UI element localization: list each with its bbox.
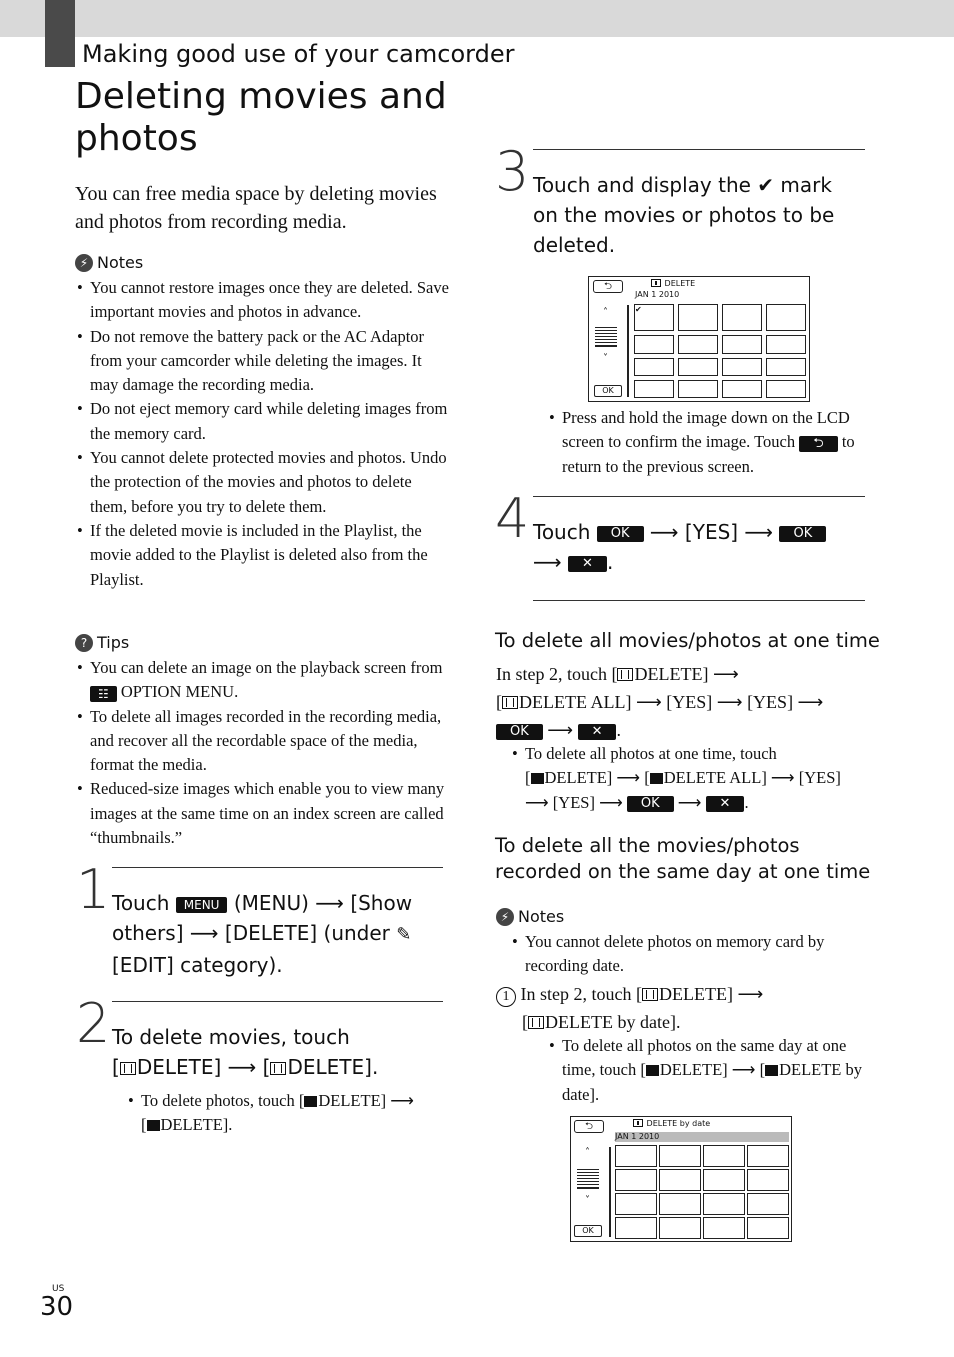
step-3-number: 3 xyxy=(495,140,530,203)
tips-icon: ? xyxy=(75,634,93,652)
scroll-up-icon[interactable]: ˄ xyxy=(603,307,608,318)
step-text: DELETE]. xyxy=(287,1055,379,1079)
thumbnail[interactable] xyxy=(747,1193,789,1215)
delete-all-bullets xyxy=(511,742,875,815)
tips-list xyxy=(76,656,452,850)
delete-by-date-step xyxy=(496,980,866,1036)
scroll-down-icon[interactable]: ˅ xyxy=(603,353,608,364)
period: . xyxy=(606,550,614,574)
page-number: 30 xyxy=(40,1292,74,1322)
page-title-line-1: Deleting movies and xyxy=(75,76,447,117)
movie-icon xyxy=(502,696,518,709)
tips-header xyxy=(75,633,129,652)
thumbnail[interactable] xyxy=(659,1145,701,1167)
thumbnail[interactable] xyxy=(678,358,718,376)
back-icon[interactable]: ⮌ xyxy=(593,280,623,293)
movie-icon xyxy=(642,988,658,1001)
bullet-item xyxy=(562,406,878,479)
heading-line: To delete all the movies/photos xyxy=(495,834,800,857)
close-button[interactable]: ✕ xyxy=(568,556,607,572)
thumbnail[interactable] xyxy=(766,335,806,353)
period: . xyxy=(744,792,749,812)
section-tab xyxy=(45,0,75,67)
note-item: • You cannot restore images once they are deleted. Save important movies and photos in advance. xyxy=(90,276,452,325)
bullet-text: Press and hold the image down on the LCD screen to confirm the image. Touch xyxy=(562,408,850,452)
back-icon[interactable]: ⮌ xyxy=(574,1120,604,1133)
notes-label: Notes xyxy=(97,253,144,272)
bullet-text: DELETE] ⟶ [ xyxy=(544,768,650,788)
notes-list xyxy=(76,276,452,592)
bullet-text: DELETE ALL] ⟶ [YES] xyxy=(663,768,841,788)
lcd-date-bar xyxy=(615,1132,789,1142)
movie-icon xyxy=(617,668,633,681)
ok-button[interactable]: OK xyxy=(779,526,826,542)
step-divider xyxy=(112,1001,443,1002)
step-circle-number: 1 xyxy=(496,987,516,1007)
step-2-bullets xyxy=(127,1089,459,1138)
menu-button[interactable]: MENU xyxy=(176,897,228,913)
thumbnail[interactable] xyxy=(747,1145,789,1167)
thumbnail[interactable] xyxy=(678,380,718,398)
step-4-text xyxy=(533,517,863,577)
bullet-text: DELETE by date]. xyxy=(562,1060,863,1104)
return-button[interactable]: ⮌ xyxy=(799,436,837,452)
para-text: DELETE ALL] ⟶ [YES] ⟶ [YES] ⟶ xyxy=(519,692,824,712)
note-item: • Do not eject memory card while deleting images from the memory card. xyxy=(90,397,452,446)
photo-icon xyxy=(147,1120,160,1131)
step-text: Touch xyxy=(533,520,591,544)
lcd-title xyxy=(651,279,695,288)
ok-button[interactable]: OK xyxy=(597,526,644,542)
thumbnail-grid xyxy=(615,1145,789,1239)
thumbnail[interactable] xyxy=(722,358,762,376)
period: . xyxy=(616,720,621,740)
thumbnail[interactable] xyxy=(722,380,762,398)
thumbnail[interactable] xyxy=(615,1169,657,1191)
para-text: ⟶ xyxy=(547,720,574,740)
tip-text: You can delete an image on the playback screen from xyxy=(90,658,443,677)
page-title-line-2: photos xyxy=(75,118,198,159)
lcd-title-text: DELETE xyxy=(664,279,696,288)
bracket: [ xyxy=(112,1055,120,1079)
bullet-text: ⟶ xyxy=(677,792,702,812)
delete-all-heading: To delete all movies/photos at one time xyxy=(495,629,880,652)
list-view-icon[interactable] xyxy=(577,1169,599,1189)
scroll-up-icon[interactable]: ˄ xyxy=(585,1147,590,1158)
photo-icon xyxy=(304,1096,317,1107)
bullet-text: DELETE] ⟶ xyxy=(318,1091,414,1110)
step-divider xyxy=(533,600,865,601)
ok-button[interactable]: OK xyxy=(496,724,543,740)
tip-item xyxy=(90,656,452,705)
scroll-down-icon[interactable]: ˅ xyxy=(585,1195,590,1206)
note-item: • You cannot delete photos on memory card by recording date. xyxy=(525,930,875,979)
tip-text: OPTION MENU. xyxy=(120,682,239,702)
step-divider xyxy=(112,867,443,868)
thumbnail[interactable] xyxy=(659,1217,701,1239)
bullet-item xyxy=(525,742,875,815)
tip-item: • To delete all images recorded in the recording media, and recover all the recordable space of the media, format the media. xyxy=(90,705,452,778)
thumbnail[interactable] xyxy=(634,380,674,398)
para-text: DELETE by date]. xyxy=(545,1012,681,1032)
step-text: (MENU) ⟶ [Show others] ⟶ [DELETE] (under xyxy=(112,891,413,945)
thumbnail[interactable] xyxy=(747,1169,789,1191)
thumbnail[interactable] xyxy=(659,1169,701,1191)
step-4-number: 4 xyxy=(495,487,530,550)
notes-icon: ⚡ xyxy=(496,908,514,926)
delete-by-date-notes xyxy=(511,930,875,979)
note-item: • Do not remove the battery pack or the AC Adaptor from your camcorder while deleting the images. It may damage the recording media. xyxy=(90,325,452,398)
step-text: ⟶ xyxy=(533,550,562,574)
bullet-item xyxy=(562,1034,878,1107)
thumbnail[interactable] xyxy=(678,304,718,331)
bullet-text: To delete all photos at one time, touch xyxy=(525,744,777,763)
list-view-icon[interactable] xyxy=(595,327,617,347)
para-text: DELETE] ⟶ xyxy=(634,664,739,684)
lcd-ok-button[interactable]: OK xyxy=(574,1225,602,1237)
region-label: US xyxy=(52,1284,65,1294)
bracket: [ xyxy=(496,692,502,712)
note-item: • You cannot delete protected movies and photos. Undo the protection of the movies and photos to delete them, before you try to delete them. xyxy=(90,446,452,519)
thumbnail[interactable] xyxy=(703,1193,745,1215)
bullet-text: to return to the previous screen. xyxy=(562,432,855,476)
photo-icon xyxy=(650,773,663,784)
notes-header xyxy=(75,253,143,272)
delete-by-date-heading xyxy=(495,833,870,885)
thumbnail[interactable] xyxy=(747,1217,789,1239)
thumbnail[interactable] xyxy=(615,1145,657,1167)
tip-item: • Reduced-size images which enable you to view many images at the same time on an index screen are called “thumbnails.” xyxy=(90,777,452,850)
delete-all-text xyxy=(496,660,866,744)
section-title: Making good use of your camcorder xyxy=(82,40,515,68)
scrollbar[interactable] xyxy=(609,1147,611,1237)
para-text: In step 2, touch [ xyxy=(496,664,618,684)
step-1-text xyxy=(112,888,444,980)
lcd-ok-button[interactable]: OK xyxy=(594,385,622,397)
tips-label: Tips xyxy=(97,633,130,652)
heading-line: recorded on the same day at one time xyxy=(495,860,871,883)
step-divider xyxy=(533,149,865,150)
lcd-date: JAN 1 2010 xyxy=(635,290,680,299)
movie-icon xyxy=(528,1016,544,1029)
photo-icon xyxy=(765,1065,778,1076)
lcd-title xyxy=(633,1119,710,1128)
thumbnail[interactable] xyxy=(703,1169,745,1191)
delete-by-date-bullets xyxy=(548,1034,878,1107)
step-text: [EDIT] category). xyxy=(112,953,283,977)
movie-icon xyxy=(633,1119,643,1127)
edit-icon: ✎ xyxy=(396,924,412,945)
lcd-delete-screen xyxy=(588,276,810,402)
step-2-number: 2 xyxy=(76,992,111,1055)
photo-icon xyxy=(531,773,544,784)
thumbnail[interactable] xyxy=(703,1217,745,1239)
header-bar xyxy=(0,0,954,37)
lcd-title-text: DELETE by date xyxy=(646,1119,711,1128)
lcd-date: JAN 1 2010 xyxy=(615,1132,660,1141)
thumbnail[interactable] xyxy=(634,358,674,376)
bracket: [ xyxy=(525,768,531,788)
step-1-number: 1 xyxy=(76,858,111,921)
bullet-text: To delete photos, touch [ xyxy=(141,1091,305,1110)
thumbnail[interactable] xyxy=(766,304,806,331)
thumbnail[interactable] xyxy=(615,1193,657,1215)
page-title xyxy=(75,76,475,160)
bracket: [ xyxy=(141,1115,147,1135)
option-menu-icon: ☷ xyxy=(90,686,117,702)
step-text: To delete movies, touch xyxy=(112,1025,350,1049)
bullet-text: DELETE] ⟶ [ xyxy=(659,1060,766,1080)
bracket: [ xyxy=(522,1012,528,1032)
step-text: ⟶ [YES] ⟶ xyxy=(649,520,774,544)
step-3-text: Touch and display the ✔ mark on the movies or photos to be deleted. xyxy=(533,173,835,257)
step-text: DELETE] ⟶ [ xyxy=(136,1055,271,1079)
movie-icon xyxy=(651,279,661,287)
intro-text: You can free media space by deleting movies and photos from recording media. xyxy=(75,183,437,233)
thumbnail[interactable] xyxy=(615,1217,657,1239)
para-text: DELETE] ⟶ xyxy=(658,984,764,1004)
bullet-text: DELETE]. xyxy=(160,1115,233,1135)
notes-label: Notes xyxy=(518,907,565,926)
thumbnail[interactable] xyxy=(634,335,674,353)
bullet-text: To delete all photos on the same day at one time, touch [ xyxy=(562,1036,847,1080)
thumbnail[interactable] xyxy=(678,335,718,353)
thumbnail[interactable] xyxy=(722,304,762,331)
thumbnail[interactable] xyxy=(659,1193,701,1215)
para-text: In step 2, touch [ xyxy=(520,984,642,1004)
step-text: Touch xyxy=(112,891,170,915)
movie-icon xyxy=(120,1062,136,1075)
step-divider xyxy=(533,496,865,497)
thumbnail-grid xyxy=(634,304,806,398)
close-button[interactable]: ✕ xyxy=(706,796,745,812)
photo-icon xyxy=(646,1065,659,1076)
scrollbar[interactable] xyxy=(627,305,629,397)
step-3-bullets xyxy=(548,406,878,479)
step-2-text xyxy=(112,1022,444,1082)
notes-header xyxy=(496,907,564,926)
thumbnail[interactable] xyxy=(766,358,806,376)
ok-button[interactable]: OK xyxy=(627,796,674,812)
thumbnail[interactable] xyxy=(766,380,806,398)
movie-icon xyxy=(270,1062,286,1075)
notes-icon: ⚡ xyxy=(75,254,93,272)
thumbnail[interactable] xyxy=(703,1145,745,1167)
note-item: • If the deleted movie is included in the Playlist, the movie added to the Playlist is deleted also from the Playlist. xyxy=(90,519,452,592)
thumbnail[interactable] xyxy=(722,335,762,353)
thumbnail[interactable]: ✔ xyxy=(634,304,674,331)
lcd-delete-by-date-screen xyxy=(570,1116,792,1242)
bullet-text: ⟶ [YES] ⟶ xyxy=(525,792,623,812)
bullet-item xyxy=(141,1089,459,1138)
close-button[interactable]: ✕ xyxy=(578,724,617,740)
